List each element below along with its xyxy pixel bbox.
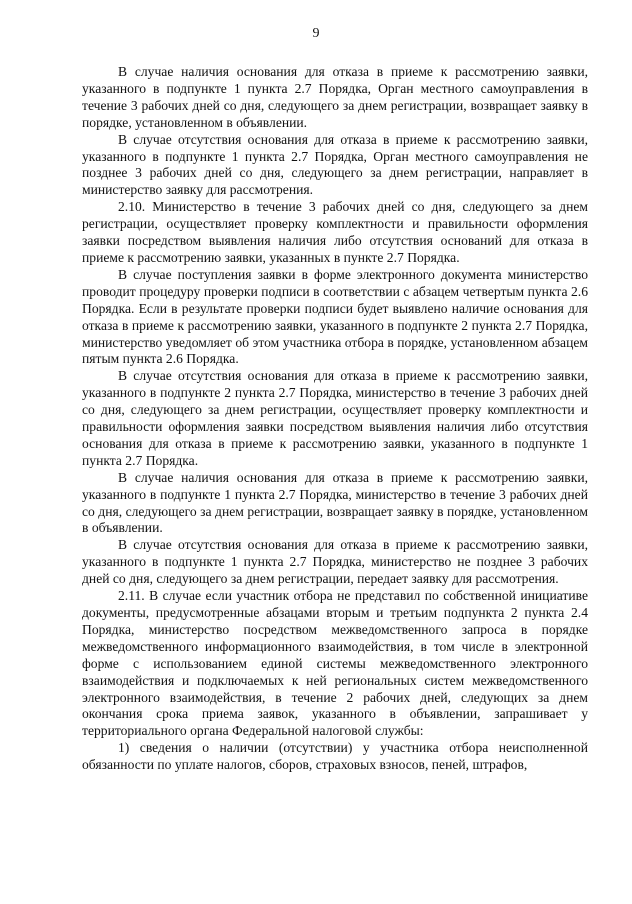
- paragraph-ministry-forwards-application: В случае отсутствия основания для отказа в приеме к рассмотрению заявки, указанного в подпункте 1 пункта 2.7 Порядка, министерство не позднее 3 рабочих дней со дня, следующего за днем регистрации, передает заявку для рассмотрения.: [82, 537, 588, 587]
- document-body: [82, 64, 588, 774]
- paragraph-completeness-check: В случае отсутствия основания для отказа в приеме к рассмотрению заявки, указанного в подпункте 2 пункта 2.7 Порядка, министерство в течение 3 рабочих дней со дня, следующего за днем регистрации, осуществляет проверку комплектности и правильности оформления заявки посредством выявления наличия либо отсутствия основания для отказа в приеме к рассмотрению заявки, указанного в подпункте 1 пункта 2.7 Порядка.: [82, 368, 588, 468]
- paragraph-list-item-1: 1) сведения о наличии (отсутствии) у участника отбора неисполненной обязанности по уплате налогов, сборов, страховых взносов, пеней, штрафов,: [82, 740, 588, 773]
- paragraph-ministry-returns-application: В случае наличия основания для отказа в приеме к рассмотрению заявки, указанного в подпункте 1 пункта 2.7 Порядка, министерство в течение 3 рабочих дней со дня, следующего за днем регистрации, возвращает заявку в порядке, установленном в объявлении.: [82, 469, 588, 536]
- paragraph-section-2-10: 2.10. Министерство в течение 3 рабочих дней со дня, следующего за днем регистрации, осуществляет проверку комплектности и правильности оформления заявки посредством выявления наличия либо отсутствия оснований для отказа в приеме к рассмотрению заявки, указанных в пункте 2.7 Порядка.: [82, 199, 588, 265]
- page-number: 9: [312, 26, 320, 41]
- paragraph-forward-to-ministry: В случае отсутствия основания для отказа в приеме к рассмотрению заявки, указанного в подпункте 1 пункта 2.7 Порядка, Орган местного самоуправления не позднее 3 рабочих дней со дня, следующего за днем регистрации, направляет в министерство заявку для рассмотрения.: [82, 131, 588, 198]
- paragraph-section-2-11: 2.11. В случае если участник отбора не представил по собственной инициативе документы, предусмотренные абзацами вторым и третьим подпункта 2 пункта 2.4 Порядка, министерство посредством межведомственного запроса в порядке межведомственного информационного взаимодействия, в том числе в электронной форме с использованием единой системы межведомственного электронного взаимодействия и подключаемых к ней региональных систем межведомственного электронного взаимодействия, в течение 2 рабочих дней, следующих за днем окончания срока приема заявок, указанного в объявлении, запрашивает у территориального органа Федеральной налоговой службы:: [82, 588, 588, 739]
- paragraph-electronic-signature-check: В случае поступления заявки в форме электронного документа министерство проводит процедуру проверки подписи в соответствии с абзацем четвертым пункта 2.6 Порядка. Если в результате проверки подписи будет выявлено наличие основания для отказа в приеме к рассмотрению заявки, указанного в подпункте 2 пункта 2.7 Порядка, министерство уведомляет об этом участника отбора в порядке, установленном абзацем пятым пункта 2.6 Порядка.: [82, 266, 588, 367]
- paragraph-return-by-local-government: В случае наличия основания для отказа в приеме к рассмотрению заявки, указанного в подпункте 1 пункта 2.7 Порядка, Орган местного самоуправления в течение 3 рабочих дней со дня, следующего за днем регистрации, возвращает заявку в порядке, установленном в объявлении.: [82, 64, 588, 130]
